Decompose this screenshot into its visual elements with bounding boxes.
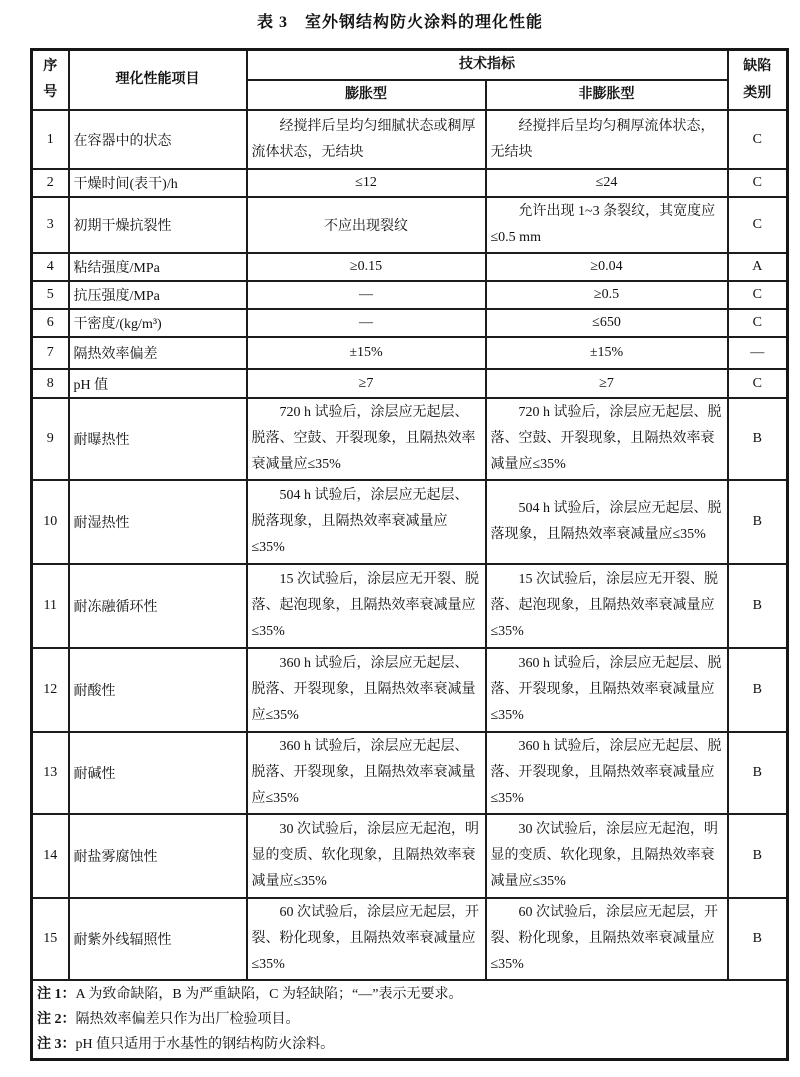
cell-non-intumescent: 经搅拌后呈均匀稠厚流体状态，无结块 [486, 110, 728, 169]
note-label: 注 1： [37, 987, 76, 1002]
cell-non-intumescent: 504 h 试验后，涂层应无起层、脱落现象，且隔热效率衰减量应≤35% [486, 480, 728, 564]
cell-serial: 15 [32, 898, 69, 980]
cell-defect: C [728, 110, 788, 169]
cell-item: 在容器中的状态 [69, 110, 247, 169]
cell-intumescent: 504 h 试验后，涂层应无起层、脱落现象，且隔热效率衰减量应≤35% [247, 480, 486, 564]
table-row [32, 281, 788, 309]
cell-non-intumescent: 允许出现 1~3 条裂纹，其宽度应≤0.5 mm [486, 197, 728, 253]
cell-intumescent: 60 次试验后，涂层应无起层，开裂、粉化现象，且隔热效率衰减量应≤35% [247, 898, 486, 980]
cell-intumescent: ±15% [247, 337, 486, 369]
cell-serial: 6 [32, 309, 69, 337]
cell-non-intumescent: 30 次试验后，涂层应无起泡，明显的变质、软化现象，且隔热效率衰减量应≤35% [486, 814, 728, 898]
cell-defect: B [728, 814, 788, 898]
table-row [32, 564, 788, 648]
cell-intumescent: ≤12 [247, 169, 486, 197]
cell-defect: C [728, 197, 788, 253]
cell-non-intumescent: 60 次试验后，涂层应无起层，开裂、粉化现象，且隔热效率衰减量应≤35% [486, 898, 728, 980]
cell-item: 隔热效率偏差 [69, 337, 247, 369]
table-row [32, 648, 788, 732]
note-label: 注 3： [37, 1037, 76, 1052]
cell-non-intumescent: ≥7 [486, 369, 728, 398]
note-line [37, 1007, 782, 1032]
cell-serial: 14 [32, 814, 69, 898]
cell-defect: B [728, 480, 788, 564]
cell-defect: B [728, 564, 788, 648]
note-line [37, 982, 782, 1007]
cell-intumescent: — [247, 309, 486, 337]
cell-non-intumescent: ≥0.5 [486, 281, 728, 309]
note-text: pH 值只适用于水基性的钢结构防火涂料。 [75, 1037, 335, 1052]
table-row [32, 110, 788, 169]
cell-serial: 2 [32, 169, 69, 197]
table-row [32, 732, 788, 814]
table-notes [32, 980, 788, 1060]
cell-item: 耐碱性 [69, 732, 247, 814]
cell-serial: 7 [32, 337, 69, 369]
cell-non-intumescent: 360 h 试验后，涂层应无起层、脱落、开裂现象，且隔热效率衰减量应≤35% [486, 648, 728, 732]
cell-item: 干密度/(kg/m³) [69, 309, 247, 337]
cell-defect: C [728, 169, 788, 197]
cell-non-intumescent: ≥0.04 [486, 253, 728, 281]
cell-item: 耐酸性 [69, 648, 247, 732]
cell-item: 耐盐雾腐蚀性 [69, 814, 247, 898]
cell-item: 耐曝热性 [69, 398, 247, 480]
table-row [32, 169, 788, 197]
cell-item: 耐紫外线辐照性 [69, 898, 247, 980]
table-row [32, 369, 788, 398]
header-intumescent: 膨胀型 [247, 80, 486, 110]
cell-intumescent: ≥0.15 [247, 253, 486, 281]
header-defect-category [728, 50, 788, 111]
cell-item: 耐冻融循环性 [69, 564, 247, 648]
cell-defect: A [728, 253, 788, 281]
cell-defect: C [728, 369, 788, 398]
note-line [37, 1032, 782, 1057]
table-row [32, 197, 788, 253]
cell-intumescent: — [247, 281, 486, 309]
table-row [32, 398, 788, 480]
header-non-intumescent: 非膨胀型 [486, 80, 728, 110]
cell-serial: 9 [32, 398, 69, 480]
cell-defect: B [728, 732, 788, 814]
cell-serial: 5 [32, 281, 69, 309]
cell-serial: 3 [32, 197, 69, 253]
cell-serial: 10 [32, 480, 69, 564]
header-defect-line2: 类别 [743, 86, 772, 101]
cell-serial: 1 [32, 110, 69, 169]
cell-intumescent: 经搅拌后呈均匀细腻状态或稠厚流体状态，无结块 [247, 110, 486, 169]
header-tech-indicators: 技术指标 [247, 50, 728, 81]
table-row [32, 253, 788, 281]
cell-defect: B [728, 898, 788, 980]
cell-non-intumescent: 15 次试验后，涂层应无开裂、脱落、起泡现象，且隔热效率衰减量应≤35% [486, 564, 728, 648]
cell-defect: B [728, 398, 788, 480]
table-row [32, 309, 788, 337]
cell-non-intumescent: ±15% [486, 337, 728, 369]
cell-defect: C [728, 309, 788, 337]
cell-non-intumescent: ≤650 [486, 309, 728, 337]
cell-item: pH 值 [69, 369, 247, 398]
cell-intumescent: 720 h 试验后，涂层应无起层、脱落、空鼓、开裂现象，且隔热效率衰减量应≤35% [247, 398, 486, 480]
header-defect-line1: 缺陷 [743, 59, 772, 74]
cell-intumescent: 30 次试验后，涂层应无起泡，明显的变质、软化现象，且隔热效率衰减量应≤35% [247, 814, 486, 898]
table-row [32, 814, 788, 898]
cell-serial: 11 [32, 564, 69, 648]
cell-serial: 12 [32, 648, 69, 732]
cell-intumescent: 不应出现裂纹 [247, 197, 486, 253]
table-row [32, 337, 788, 369]
note-text: A 为致命缺陷，B 为严重缺陷，C 为轻缺陷；“—”表示无要求。 [75, 987, 463, 1002]
table-row [32, 480, 788, 564]
cell-serial: 8 [32, 369, 69, 398]
header-row-1 [32, 50, 788, 81]
note-text: 隔热效率偏差只作为出厂检验项目。 [75, 1012, 300, 1027]
note-label: 注 2： [37, 1012, 76, 1027]
cell-item: 粘结强度/MPa [69, 253, 247, 281]
cell-item: 耐湿热性 [69, 480, 247, 564]
cell-item: 抗压强度/MPa [69, 281, 247, 309]
cell-defect: B [728, 648, 788, 732]
cell-non-intumescent: ≤24 [486, 169, 728, 197]
cell-intumescent: 15 次试验后，涂层应无开裂、脱落、起泡现象，且隔热效率衰减量应≤35% [247, 564, 486, 648]
page-title: 表 3 室外钢结构防火涂料的理化性能 [256, 14, 543, 31]
table-header [32, 50, 788, 111]
cell-intumescent: ≥7 [247, 369, 486, 398]
cell-defect: — [728, 337, 788, 369]
header-item: 理化性能项目 [69, 50, 247, 111]
cell-serial: 4 [32, 253, 69, 281]
header-no: 序号 [32, 50, 69, 111]
cell-serial: 13 [32, 732, 69, 814]
cell-intumescent: 360 h 试验后，涂层应无起层、脱落、开裂现象，且隔热效率衰减量应≤35% [247, 648, 486, 732]
table-notes-row [32, 980, 788, 1060]
cell-item: 干燥时间(表干)/h [69, 169, 247, 197]
cell-intumescent: 360 h 试验后，涂层应无起层、脱落、开裂现象，且隔热效率衰减量应≤35% [247, 732, 486, 814]
properties-table [30, 48, 789, 1061]
table-row [32, 898, 788, 980]
cell-item: 初期干燥抗裂性 [69, 197, 247, 253]
cell-non-intumescent: 360 h 试验后，涂层应无起层、脱落、开裂现象，且隔热效率衰减量应≤35% [486, 732, 728, 814]
cell-non-intumescent: 720 h 试验后，涂层应无起层、脱落、空鼓、开裂现象，且隔热效率衰减量应≤35% [486, 398, 728, 480]
cell-defect: C [728, 281, 788, 309]
